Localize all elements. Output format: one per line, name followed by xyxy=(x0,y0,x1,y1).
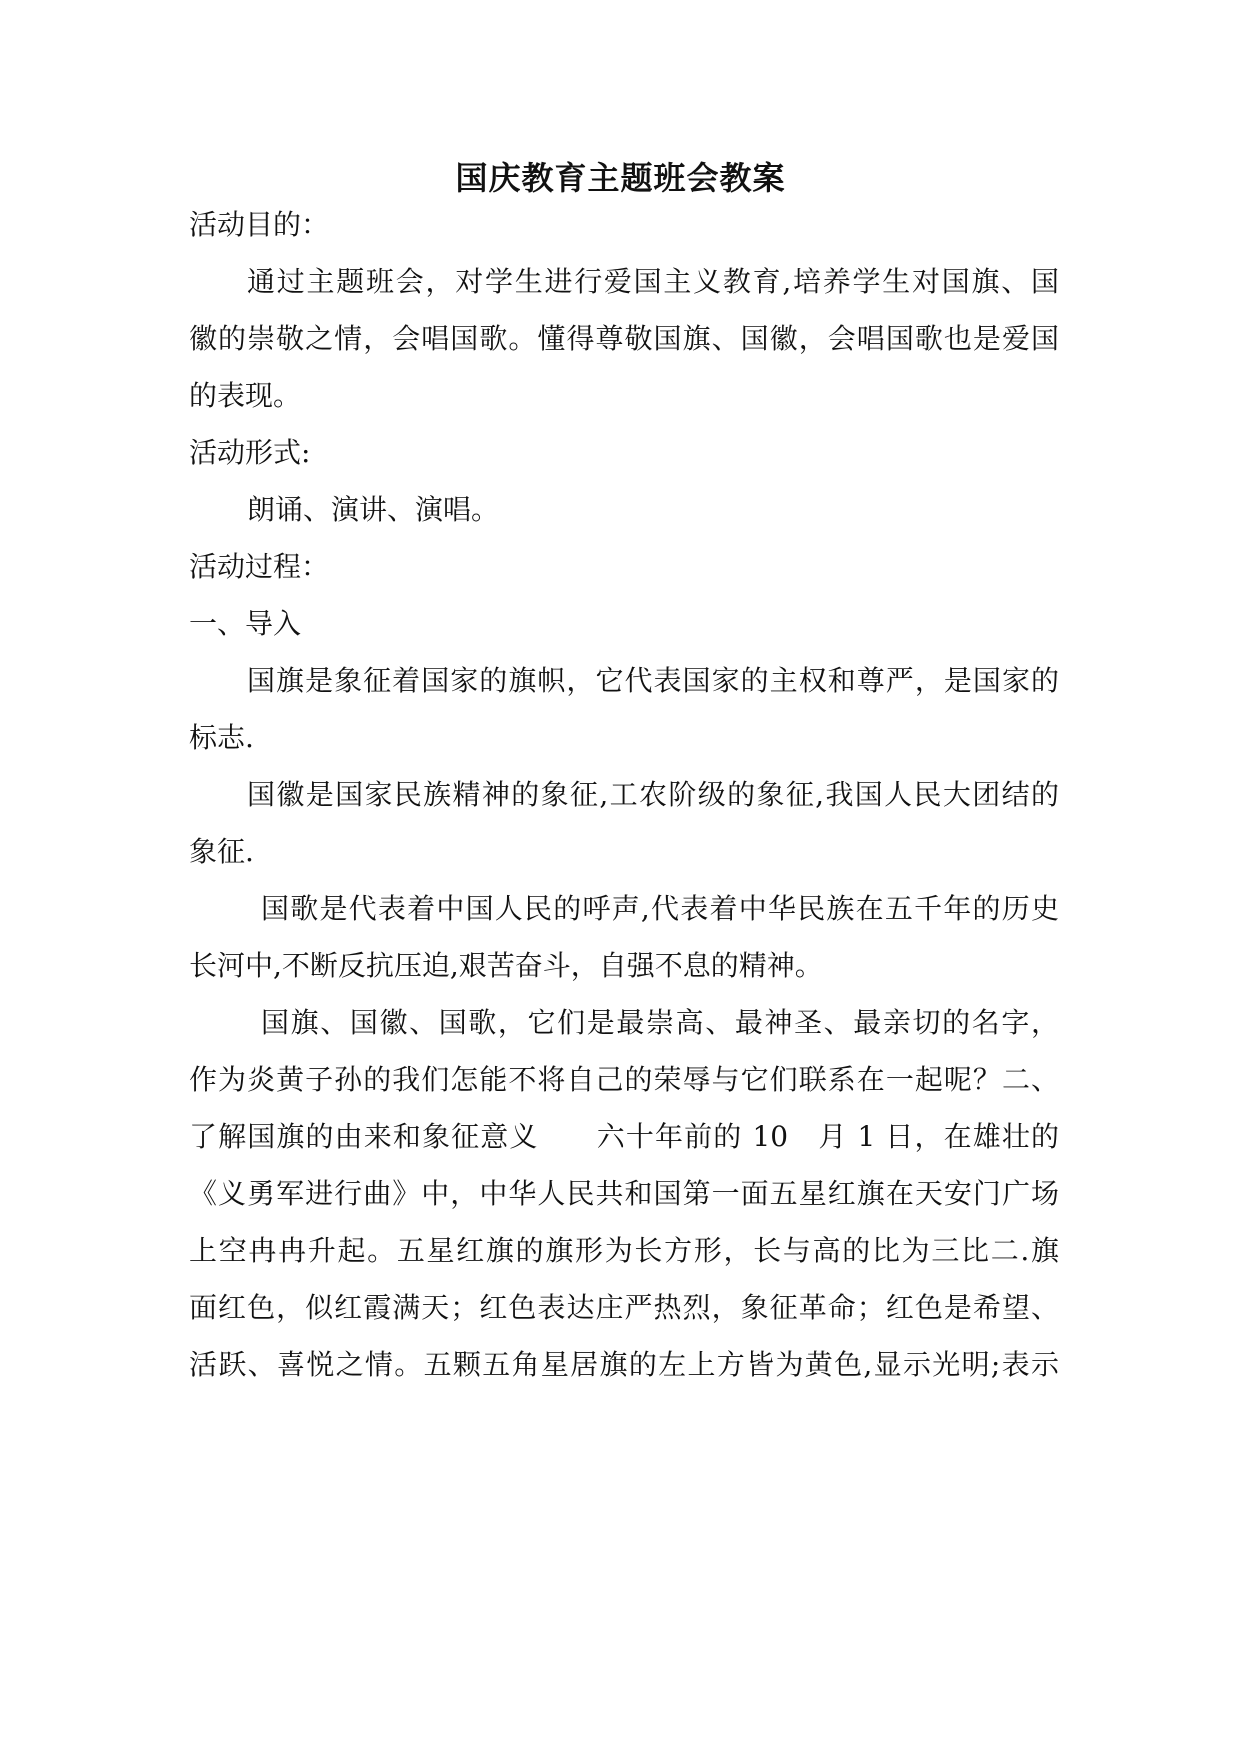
paragraph-line: 朗诵、演讲、演唱。 xyxy=(247,493,500,526)
paragraph-line: 国歌是代表着中国人民的呼声,代表着中华民族在五千年的历史 xyxy=(261,892,1059,925)
heading-activity-form: 活动形式: xyxy=(189,436,311,469)
paragraph-line: 面红色，似红霞满天；红色表达庄严热烈，象征革命；红色是希望、 xyxy=(189,1291,1059,1324)
paragraph-line: 活跃、喜悦之情。五颗五角星居旗的左上方皆为黄色,显示光明;表示 xyxy=(189,1348,1059,1381)
paragraph-line: 通过主题班会，对学生进行爱国主义教育,培养学生对国旗、国 xyxy=(247,265,1059,298)
paragraph-line: 作为炎黄子孙的我们怎能不将自己的荣辱与它们联系在一起呢？二、 xyxy=(189,1063,1059,1096)
paragraph-line: 了解国旗的由来和象征意义 六十年前的 10 月 1 日，在雄壮的 xyxy=(189,1120,1059,1153)
paragraph-line: 国旗是象征着国家的旗帜，它代表国家的主权和尊严，是国家的 xyxy=(247,664,1059,697)
paragraph-line: 上空冉冉升起。五星红旗的旗形为长方形，长与高的比为三比二.旗 xyxy=(189,1234,1059,1267)
paragraph-line: 的表现。 xyxy=(189,379,302,412)
paragraph-line: 国旗、国徽、国歌，它们是最崇高、最神圣、最亲切的名字， xyxy=(261,1006,1059,1039)
heading-activity-process: 活动过程： xyxy=(189,550,330,583)
heading-activity-purpose: 活动目的： xyxy=(189,208,330,241)
paragraph-line: 长河中,不断反抗压迫,艰苦奋斗，自强不息的精神。 xyxy=(189,949,823,982)
paragraph-line: 《义勇军进行曲》中，中华人民共和国第一面五星红旗在天安门广场 xyxy=(189,1177,1059,1210)
paragraph-line: 徽的崇敬之情，会唱国歌。懂得尊敬国旗、国徽，会唱国歌也是爱国 xyxy=(189,322,1059,355)
document-title: 国庆教育主题班会教案 xyxy=(455,159,786,197)
paragraph-line: 标志. xyxy=(189,721,254,754)
paragraph-line: 国徽是国家民族精神的象征,工农阶级的象征,我国人民大团结的 xyxy=(247,778,1059,811)
paragraph-line: 象征. xyxy=(189,835,254,868)
section-heading-intro: 一、导入 xyxy=(189,607,302,640)
